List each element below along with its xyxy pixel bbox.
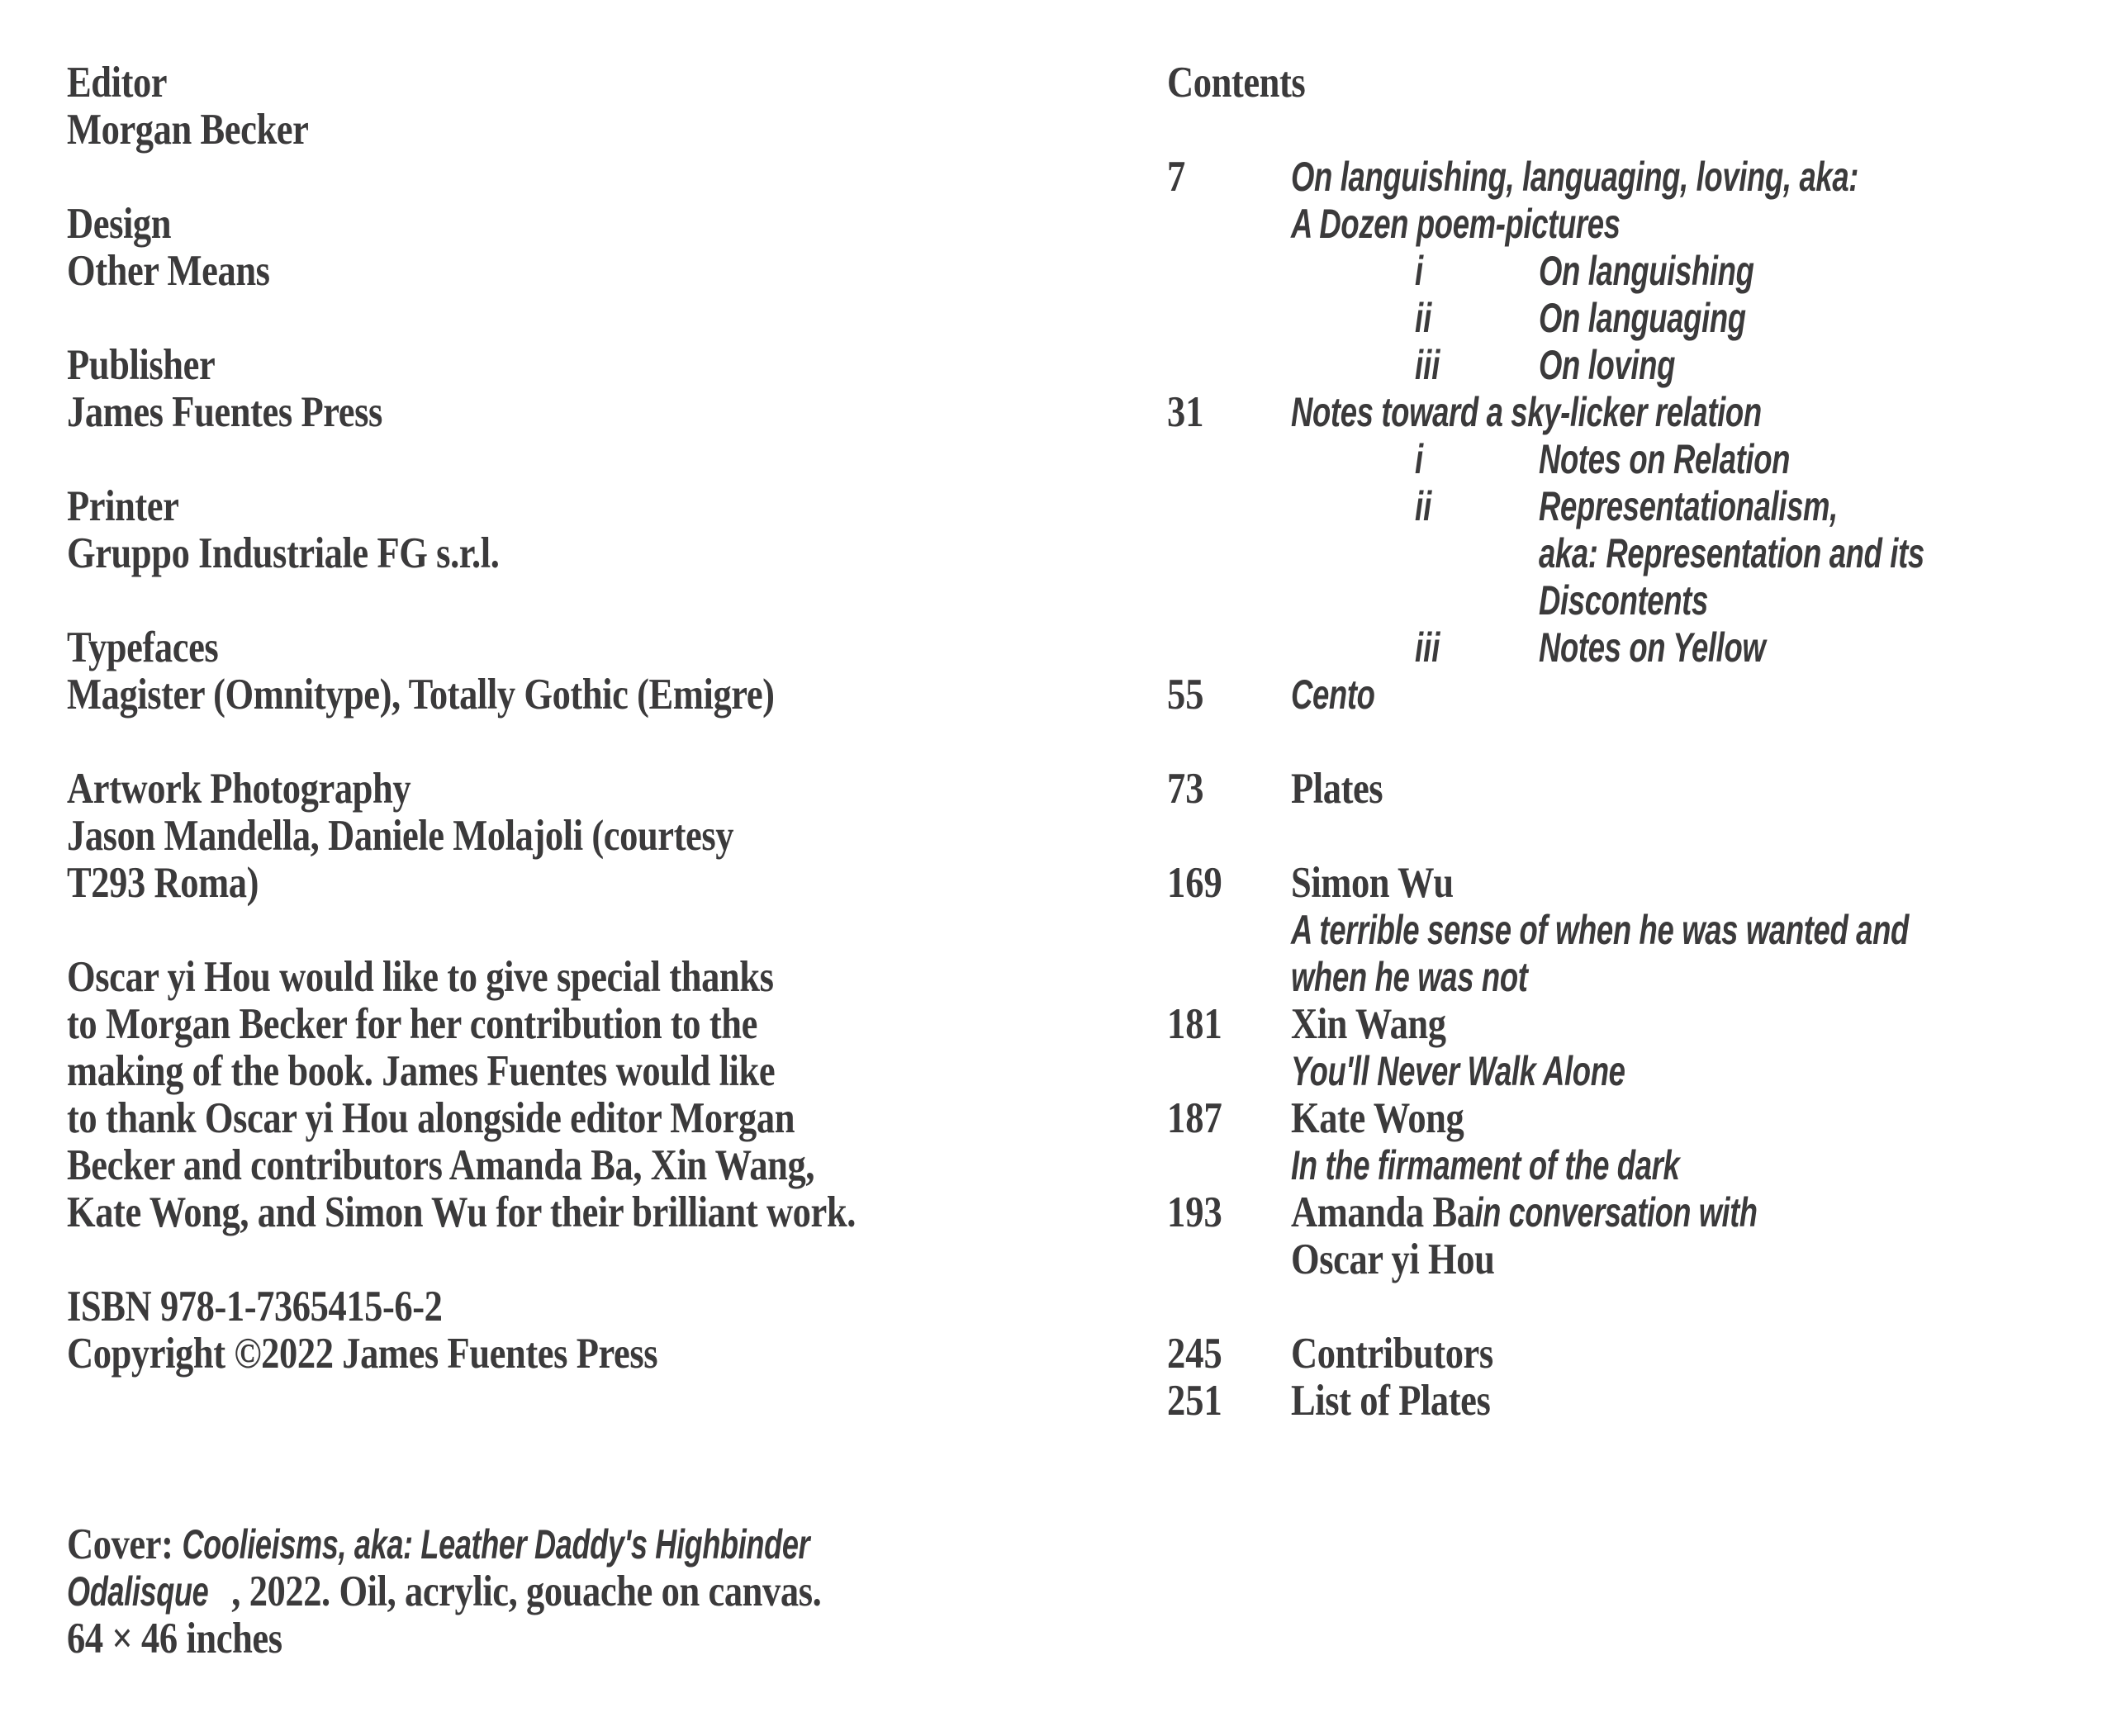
toc-title: List of Plates — [1291, 1377, 1491, 1425]
cover-details: , 2022. Oil, acrylic, gouache on canvas. — [231, 1568, 822, 1615]
thanks-line: Kate Wong, and Simon Wu for their brilliant work. — [67, 1188, 856, 1236]
cover-dimensions: 64 × 46 inches — [67, 1615, 282, 1662]
cover-title: Odalisque — [67, 1568, 209, 1615]
cover-prefix: Cover: — [67, 1520, 183, 1568]
toc-page-number: 187 — [1167, 1094, 1222, 1142]
toc-sub-numeral: i — [1415, 436, 1424, 482]
photography-line: Jason Mandella, Daniele Molajoli (courtesy — [67, 812, 734, 860]
toc-author: Xin Wang — [1291, 1000, 1446, 1048]
thanks-line: Oscar yi Hou would like to give special thanks — [67, 953, 774, 1001]
cover-title: Coolieisms, aka: Leather Daddy's Highbinder — [182, 1521, 810, 1568]
toc-author: Kate Wong — [1291, 1094, 1464, 1142]
toc-page-number: 73 — [1167, 765, 1204, 813]
toc-page-number: 169 — [1167, 859, 1222, 907]
toc-page-number: 245 — [1167, 1330, 1222, 1378]
contents-heading: Contents — [1167, 59, 1306, 107]
toc-page-number: 55 — [1167, 671, 1204, 719]
toc-essay-title: In the firmament of the dark — [1291, 1142, 1680, 1188]
publisher-label: Publisher — [67, 341, 216, 389]
toc-page-number: 251 — [1167, 1377, 1222, 1425]
cover-caption-line — [67, 1521, 912, 1568]
toc-subtitle: Representationalism, — [1539, 483, 1838, 529]
thanks-line: to Morgan Becker for her contribution to the — [67, 1000, 757, 1048]
toc-subtitle: Notes on Relation — [1539, 436, 1791, 482]
toc-essay-title: when he was not — [1291, 954, 1528, 1000]
toc-page-number: 193 — [1167, 1188, 1222, 1236]
design-value: Other Means — [67, 247, 270, 295]
editor-label: Editor — [67, 59, 168, 107]
publisher-value: James Fuentes Press — [67, 388, 382, 436]
toc-title — [1291, 1189, 1803, 1236]
copyright: Copyright ©2022 James Fuentes Press — [67, 1330, 658, 1378]
thanks-line: Becker and contributors Amanda Ba, Xin Wang, — [67, 1141, 815, 1189]
toc-page-number: 7 — [1167, 153, 1186, 201]
toc-sub-numeral: ii — [1415, 483, 1432, 529]
toc-page-number: 31 — [1167, 388, 1204, 436]
photography-label: Artwork Photography — [67, 765, 411, 813]
toc-essay-title: You'll Never Walk Alone — [1291, 1048, 1625, 1094]
toc-title: Notes toward a sky-licker relation — [1291, 389, 1762, 435]
toc-subtitle: aka: Representation and its — [1539, 530, 1924, 576]
toc-subtitle: On languaging — [1539, 295, 1746, 341]
toc-sub-numeral: i — [1415, 248, 1424, 294]
toc-subtitle: Discontents — [1539, 577, 1708, 624]
toc-title: Cento — [1291, 671, 1375, 718]
photography-line: T293 Roma) — [67, 859, 259, 907]
toc-subtitle: On loving — [1539, 342, 1676, 388]
toc-title: Contributors — [1291, 1330, 1493, 1378]
toc-title: Plates — [1291, 765, 1383, 813]
toc-subtitle: On languishing — [1539, 248, 1754, 294]
toc-sub-numeral: iii — [1415, 342, 1440, 388]
thanks-line: to thank Oscar yi Hou alongside editor Morgan — [67, 1094, 795, 1142]
thanks-line: making of the book. James Fuentes would like — [67, 1047, 776, 1095]
toc-title: A Dozen poem-pictures — [1291, 201, 1621, 247]
cover-caption-line — [67, 1568, 821, 1615]
toc-author: Simon Wu — [1291, 859, 1454, 907]
typefaces-value: Magister (Omnitype), Totally Gothic (Emigre) — [67, 671, 775, 719]
toc-author: Amanda Ba — [1291, 1188, 1475, 1236]
toc-author: Oscar yi Hou — [1291, 1236, 1495, 1283]
printer-label: Printer — [67, 482, 179, 530]
toc-page-number: 181 — [1167, 1000, 1222, 1048]
toc-essay-title: A terrible sense of when he was wanted and — [1291, 907, 1909, 953]
toc-subtitle: Notes on Yellow — [1539, 624, 1766, 671]
toc-sub-numeral: iii — [1415, 624, 1440, 671]
toc-title: On languishing, languaging, loving, aka: — [1291, 154, 1859, 200]
design-label: Design — [67, 200, 172, 248]
toc-sub-numeral: ii — [1415, 295, 1432, 341]
typefaces-label: Typefaces — [67, 624, 219, 671]
isbn: ISBN 978-1-7365415-6-2 — [67, 1283, 443, 1330]
editor-value: Morgan Becker — [67, 106, 309, 154]
toc-connector: in conversation with — [1474, 1189, 1758, 1236]
printer-value: Gruppo Industriale FG s.r.l. — [67, 529, 500, 577]
